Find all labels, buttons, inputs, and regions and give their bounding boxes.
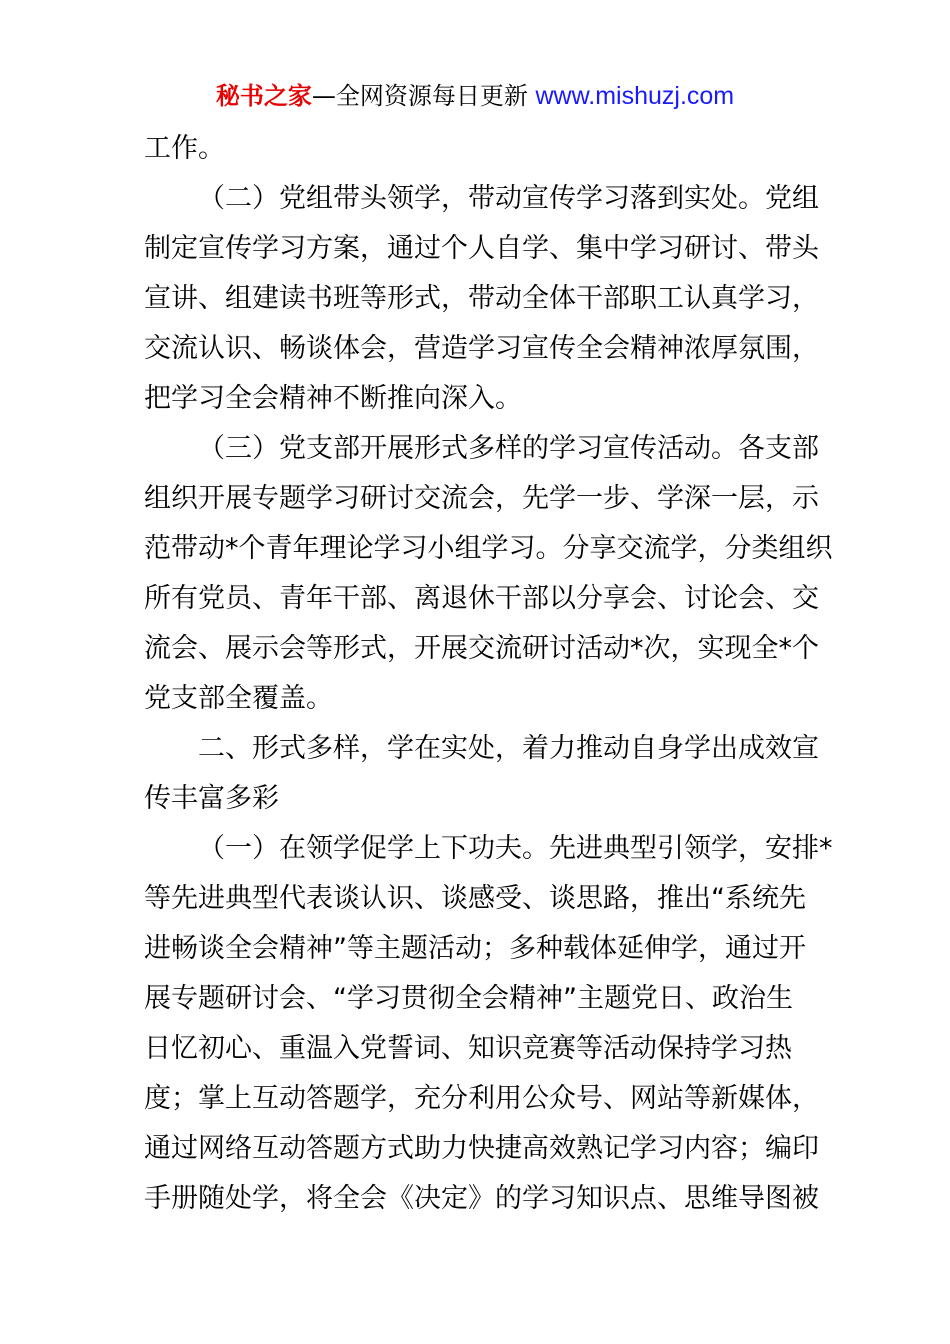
paragraph-line: 党支部全覆盖。	[144, 683, 333, 714]
paragraph-line: 把学习全会精神不断推向深入。	[144, 383, 522, 414]
paragraph-line: 宣讲、组建读书班等形式，带动全体干部职工认真学习，	[144, 283, 819, 314]
paragraph-line: 流会、展示会等形式，开展交流研讨活动*次，实现全*个	[144, 633, 819, 664]
paragraph-line: 等先进典型代表谈认识、谈感受、谈思路，推出“系统先	[144, 883, 806, 914]
section-heading-line: 二、形式多样，学在实处，着力推动自身学出成效宣	[198, 733, 819, 764]
paragraph-line: 通过网络互动答题方式助力快捷高效熟记学习内容；编印	[144, 1133, 819, 1164]
paragraph-line: 所有党员、青年干部、离退休干部以分享会、讨论会、交	[144, 583, 819, 614]
site-header	[0, 80, 950, 112]
paragraph-line: 日忆初心、重温入党誓词、知识竞赛等活动保持学习热	[144, 1033, 792, 1064]
paragraph-line: 展专题研讨会、“学习贯彻全会精神”主题党日、政治生	[144, 983, 793, 1014]
paragraph-line: 工作。	[144, 133, 225, 164]
header-tagline: —全网资源每日更新	[311, 82, 536, 110]
paragraph-line: 交流认识、畅谈体会，营造学习宣传全会精神浓厚氛围，	[144, 333, 819, 364]
paragraph-line: 范带动*个青年理论学习小组学习。分享交流学，分类组织	[144, 533, 833, 564]
paragraph-line: 进畅谈全会精神”等主题活动；多种载体延伸学，通过开	[144, 933, 806, 964]
paragraph-line: 度；掌上互动答题学，充分利用公众号、网站等新媒体，	[144, 1083, 819, 1114]
section-heading-line: 传丰富多彩	[144, 783, 279, 814]
brand-name: 秘书之家	[215, 82, 312, 110]
paragraph-line: （三）党支部开展形式多样的学习宣传活动。各支部	[198, 433, 819, 464]
paragraph-line: （一）在领学促学上下功夫。先进典型引领学，安排*	[198, 833, 833, 864]
paragraph-line: 组织开展专题学习研讨交流会，先学一步、学深一层，示	[144, 483, 819, 514]
paragraph-line: 制定宣传学习方案，通过个人自学、集中学习研讨、带头	[144, 233, 819, 264]
site-url-link[interactable]: www.mishuzj.com	[535, 82, 735, 110]
paragraph-line: 手册随处学，将全会《决定》的学习知识点、思维导图被	[144, 1183, 819, 1214]
paragraph-line: （二）党组带头领学，带动宣传学习落到实处。党组	[198, 183, 819, 214]
